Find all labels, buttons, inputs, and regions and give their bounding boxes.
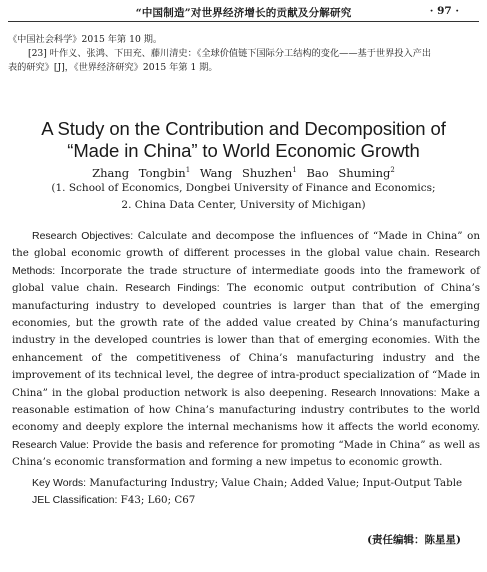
affiliation-line-1: (1. School of Economics, Dongbei University of Finance and Economics; xyxy=(51,182,436,194)
findings-text: The economic output contribution of China’s manufacturing industry to developed countries is larger than that of the emerging economies, but the growth rate of the added value created by China’s manufacturing industry in the developed countries is lower than that of emerging economies. With the enhancement of the competitiveness of China’s manufacturing industry and the improvement of its technical level, the degree of intra-product specialization of “Made in China” in the global production network is also deepening. xyxy=(12,282,481,399)
header-rule xyxy=(8,21,479,22)
reference-item-23-continuation: 表的研究》[J]，《世界经济研究》2015 年第 1 期。 xyxy=(8,62,218,73)
value-text: Provide the basis and reference for promoting “Made in China” as well as China’s economic transformation and forming a new impetus to economic growth. xyxy=(12,438,480,469)
english-abstract xyxy=(12,228,480,472)
key-words-text: Manufacturing Industry; Value Chain; Added Value; Input-Output Table xyxy=(86,477,463,489)
innovations-heading: Research Innovations: xyxy=(331,386,437,399)
author: Zhang Tongbin$^1$ xyxy=(92,165,191,180)
innovations-text: Make a reasonable estimation of how China’s manufacturing industry contributes to the world economy and deeply explore the internal mechanisms how it affects the world economy. xyxy=(12,386,480,434)
key-words xyxy=(32,475,462,492)
objectives-text: Calculate and decompose the influences of “Made in China” on the global economic growth of different processes in the global value chain. xyxy=(12,230,480,260)
responsible-editor: (责任编辑：陈星星) xyxy=(367,534,461,546)
jel-codes: F43; L60; C67 xyxy=(117,494,196,506)
english-title-line-2: “Made in China” to World Economic Growth xyxy=(67,140,420,161)
author: Wang Shuzhen$^1$ xyxy=(199,165,297,180)
reference-continuation: 《中国社会科学》2015 年第 10 期。 xyxy=(8,34,163,45)
author-list xyxy=(0,162,487,181)
reference-item-23: [23] 叶作义、张鸿、下田充、藤川清史：《全球价值链下国际分工结构的变化——基于世界投入产出 xyxy=(28,48,432,59)
english-title xyxy=(0,118,487,162)
reference-list xyxy=(8,33,478,75)
english-title-line-1: A Study on the Contribution and Decomposition of xyxy=(41,118,446,139)
objectives-heading: Research Objectives: xyxy=(32,230,134,242)
methods-text: Incorporate the trade structure of intermediate goods into the framework of global value chain. xyxy=(12,264,480,295)
affiliation-line-2: 2. China Data Center, University of Michigan) xyxy=(121,199,366,211)
affiliations xyxy=(0,180,487,214)
key-words-heading: Key Words: xyxy=(32,477,87,489)
running-header-title: “中国制造”对世界经济增长的贡献及分解研究 xyxy=(135,7,352,19)
jel-classification xyxy=(32,492,195,509)
jel-heading: JEL Classification: xyxy=(32,494,118,506)
findings-heading: Research Findings: xyxy=(125,282,220,295)
value-heading: Research Value: xyxy=(12,438,89,451)
abstract-paragraph xyxy=(12,228,480,472)
page-number: · 97 · xyxy=(429,5,459,17)
author: Bao Shuming$^2$ xyxy=(306,165,395,180)
methods-heading: Research Methods: xyxy=(12,247,480,277)
running-header xyxy=(0,0,487,22)
